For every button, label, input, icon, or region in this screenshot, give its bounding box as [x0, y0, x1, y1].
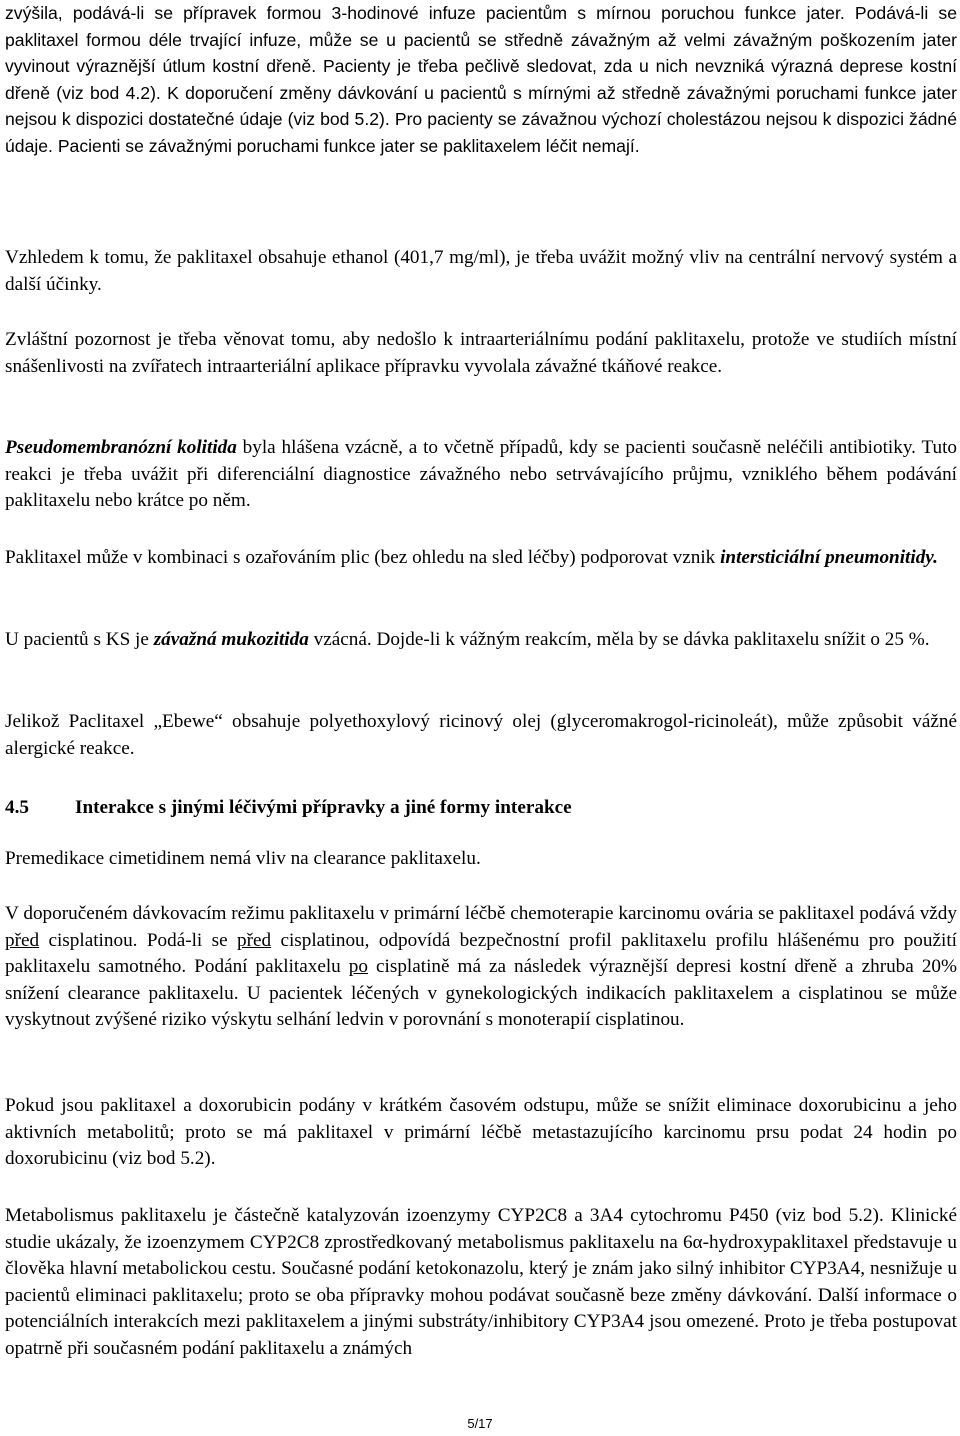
pneumonitis-text: Paklitaxel může v kombinaci s ozařováním plic (bez ohledu na sled léčby) podporovat vznik: [5, 547, 721, 568]
paragraph-doxorubicin: Pokud jsou paklitaxel a doxorubicin podány v krátkém časovém odstupu, může se snížit eliminace doxorubicinu a jeho aktivních metabolitů; proto se má paklitaxel v primární léčbě metastazujícího karcinomu prsu podat 24 hodin po doxorubicinu (viz bod 5.2).: [5, 1095, 957, 1170]
cisplatin-text-a: V doporučeném dávkovacím režimu paklitaxelu v primární léčbě chemoterapie karcinomu ovária se paklitaxel podává vždy: [5, 903, 957, 924]
paragraph-cimetidine: Premedikace cimetidinem nemá vliv na clearance paklitaxelu.: [5, 848, 481, 869]
paragraph-cisplatin: [5, 901, 957, 1034]
section-title: Interakce s jinými léčivými přípravky a jiné formy interakce: [75, 797, 572, 818]
paragraph-ethanol: Vzhledem k tomu, že paklitaxel obsahuje ethanol (401,7 mg/ml), je třeba uvážit možný vliv na centrální nervový systém a další účinky.: [5, 247, 957, 295]
paragraph-colitis: [5, 435, 957, 515]
underline-before-2: před: [236, 929, 272, 951]
cisplatin-text-c: cisplatinou, odpovídá bezpečnostní profil paklitaxelu profilu hlášenému pro použití paklitaxelu samotného. Podání paklitaxelu: [5, 929, 957, 978]
mucositis-emphasis: závažná mukozitida: [153, 629, 309, 650]
cisplatin-text-d: cisplatině má za následek výraznější depresi kostní dřeně a zhruba 20% snížení clearance paklitaxelu. U pacientek léčených v gynekologických indikacích paklitaxelem a cisplatinou se může vyskytnout zvýšené riziko výskytu selhání ledvin v porovnání s monoterapií cisplatinou.: [5, 956, 957, 1031]
pneumonitis-emphasis: intersticiální pneumonitidy.: [720, 547, 938, 568]
colitis-text: byla hlášena vzácně, a to včetně případů, kdy se pacienti současně neléčili antibiotiky. Tuto reakci je třeba uvážit při diferenciální diagnostice závažného nebo setrvávajícího průjmu, vzniklého během podávání paklitaxelu nebo krátce po něm.: [5, 437, 958, 512]
page-number: 5/17: [467, 1416, 493, 1431]
mucositis-text-start: U pacientů s KS je: [5, 629, 154, 650]
section-heading: [5, 795, 572, 821]
paragraph-metabolism: Metabolismus paklitaxelu je částečně katalyzován izoenzymy CYP2C8 a 3A4 cytochromu P450 (viz bod 5.2). Klinické studie ukázaly, že izoenzymem CYP2C8 zprostředkovaný metabolismus paklitaxelu na 6α-hydroxypaklitaxel představuje u člověka hlavní metabolickou cestu. Současné podání ketokonazolu, který je znám jako silný inhibitor CYP3A4, nesnižuje u pacientů eliminaci paklitaxelu; proto se oba přípravky mohou podávat současně beze změny dávkování. Další informace o potenciálních interakcích mezi paklitaxelem a jinými substráty/inhibitory CYP3A4 jsou omezené. Proto je třeba postupovat opatrně při současném podání paklitaxelu a známých: [5, 1205, 957, 1359]
paragraph-mucositis: [5, 627, 957, 654]
underline-after: po: [348, 956, 368, 978]
paragraph-pneumonitis: [5, 545, 957, 572]
cisplatin-text-b: cisplatinou. Podá-li se: [39, 929, 237, 951]
colitis-emphasis: Pseudomembranózní kolitida: [5, 437, 237, 458]
paragraph-intraarterial: Zvláštní pozornost je třeba věnovat tomu, aby nedošlo k intraarteriálnímu podání paklitaxelu, protože ve studiích místní snášenlivosti na zvířatech intraarteriální aplikace přípravku vyvolala závažné tkáňové reakce.: [5, 329, 957, 377]
underline-before-1: před: [5, 929, 40, 951]
paragraph-allergic: Jelikož Paclitaxel „Ebewe“ obsahuje polyethoxylový ricinový olej (glyceromakrogol-ricinoleát), může způsobit vážné alergické reakce.: [5, 711, 957, 759]
section-number: 4.5: [5, 797, 29, 818]
paragraph-hepatic-impairment: zvýšila, podává-li se přípravek formou 3-hodinové infuze pacientům s mírnou poruchou funkce jater. Podává-li se paklitaxel formou déle trvající infuze, může se u pacientů se středně závažným až velmi závažným poškozením jater vyvinout výraznější útlum kostní dřeně. Pacienty je třeba pečlivě sledovat, zda u nich nevzniká výrazná deprese kostní dřeně (viz bod 4.2). K doporučení změny dávkování u pacientů s mírnými až středně závažnými poruchami funkce jater nejsou k dispozici dostatečné údaje (viz bod 5.2). Pro pacienty se závažnou výchozí cholestázou nejsou k dispozici žádné údaje. Pacienti se závažnými poruchami funkce jater se paklitaxelem léčit nemají.: [5, 3, 957, 156]
mucositis-text-rest: vzácná. Dojde-li k vážným reakcím, měla by se dávka paklitaxelu snížit o 25 %.: [308, 629, 930, 650]
